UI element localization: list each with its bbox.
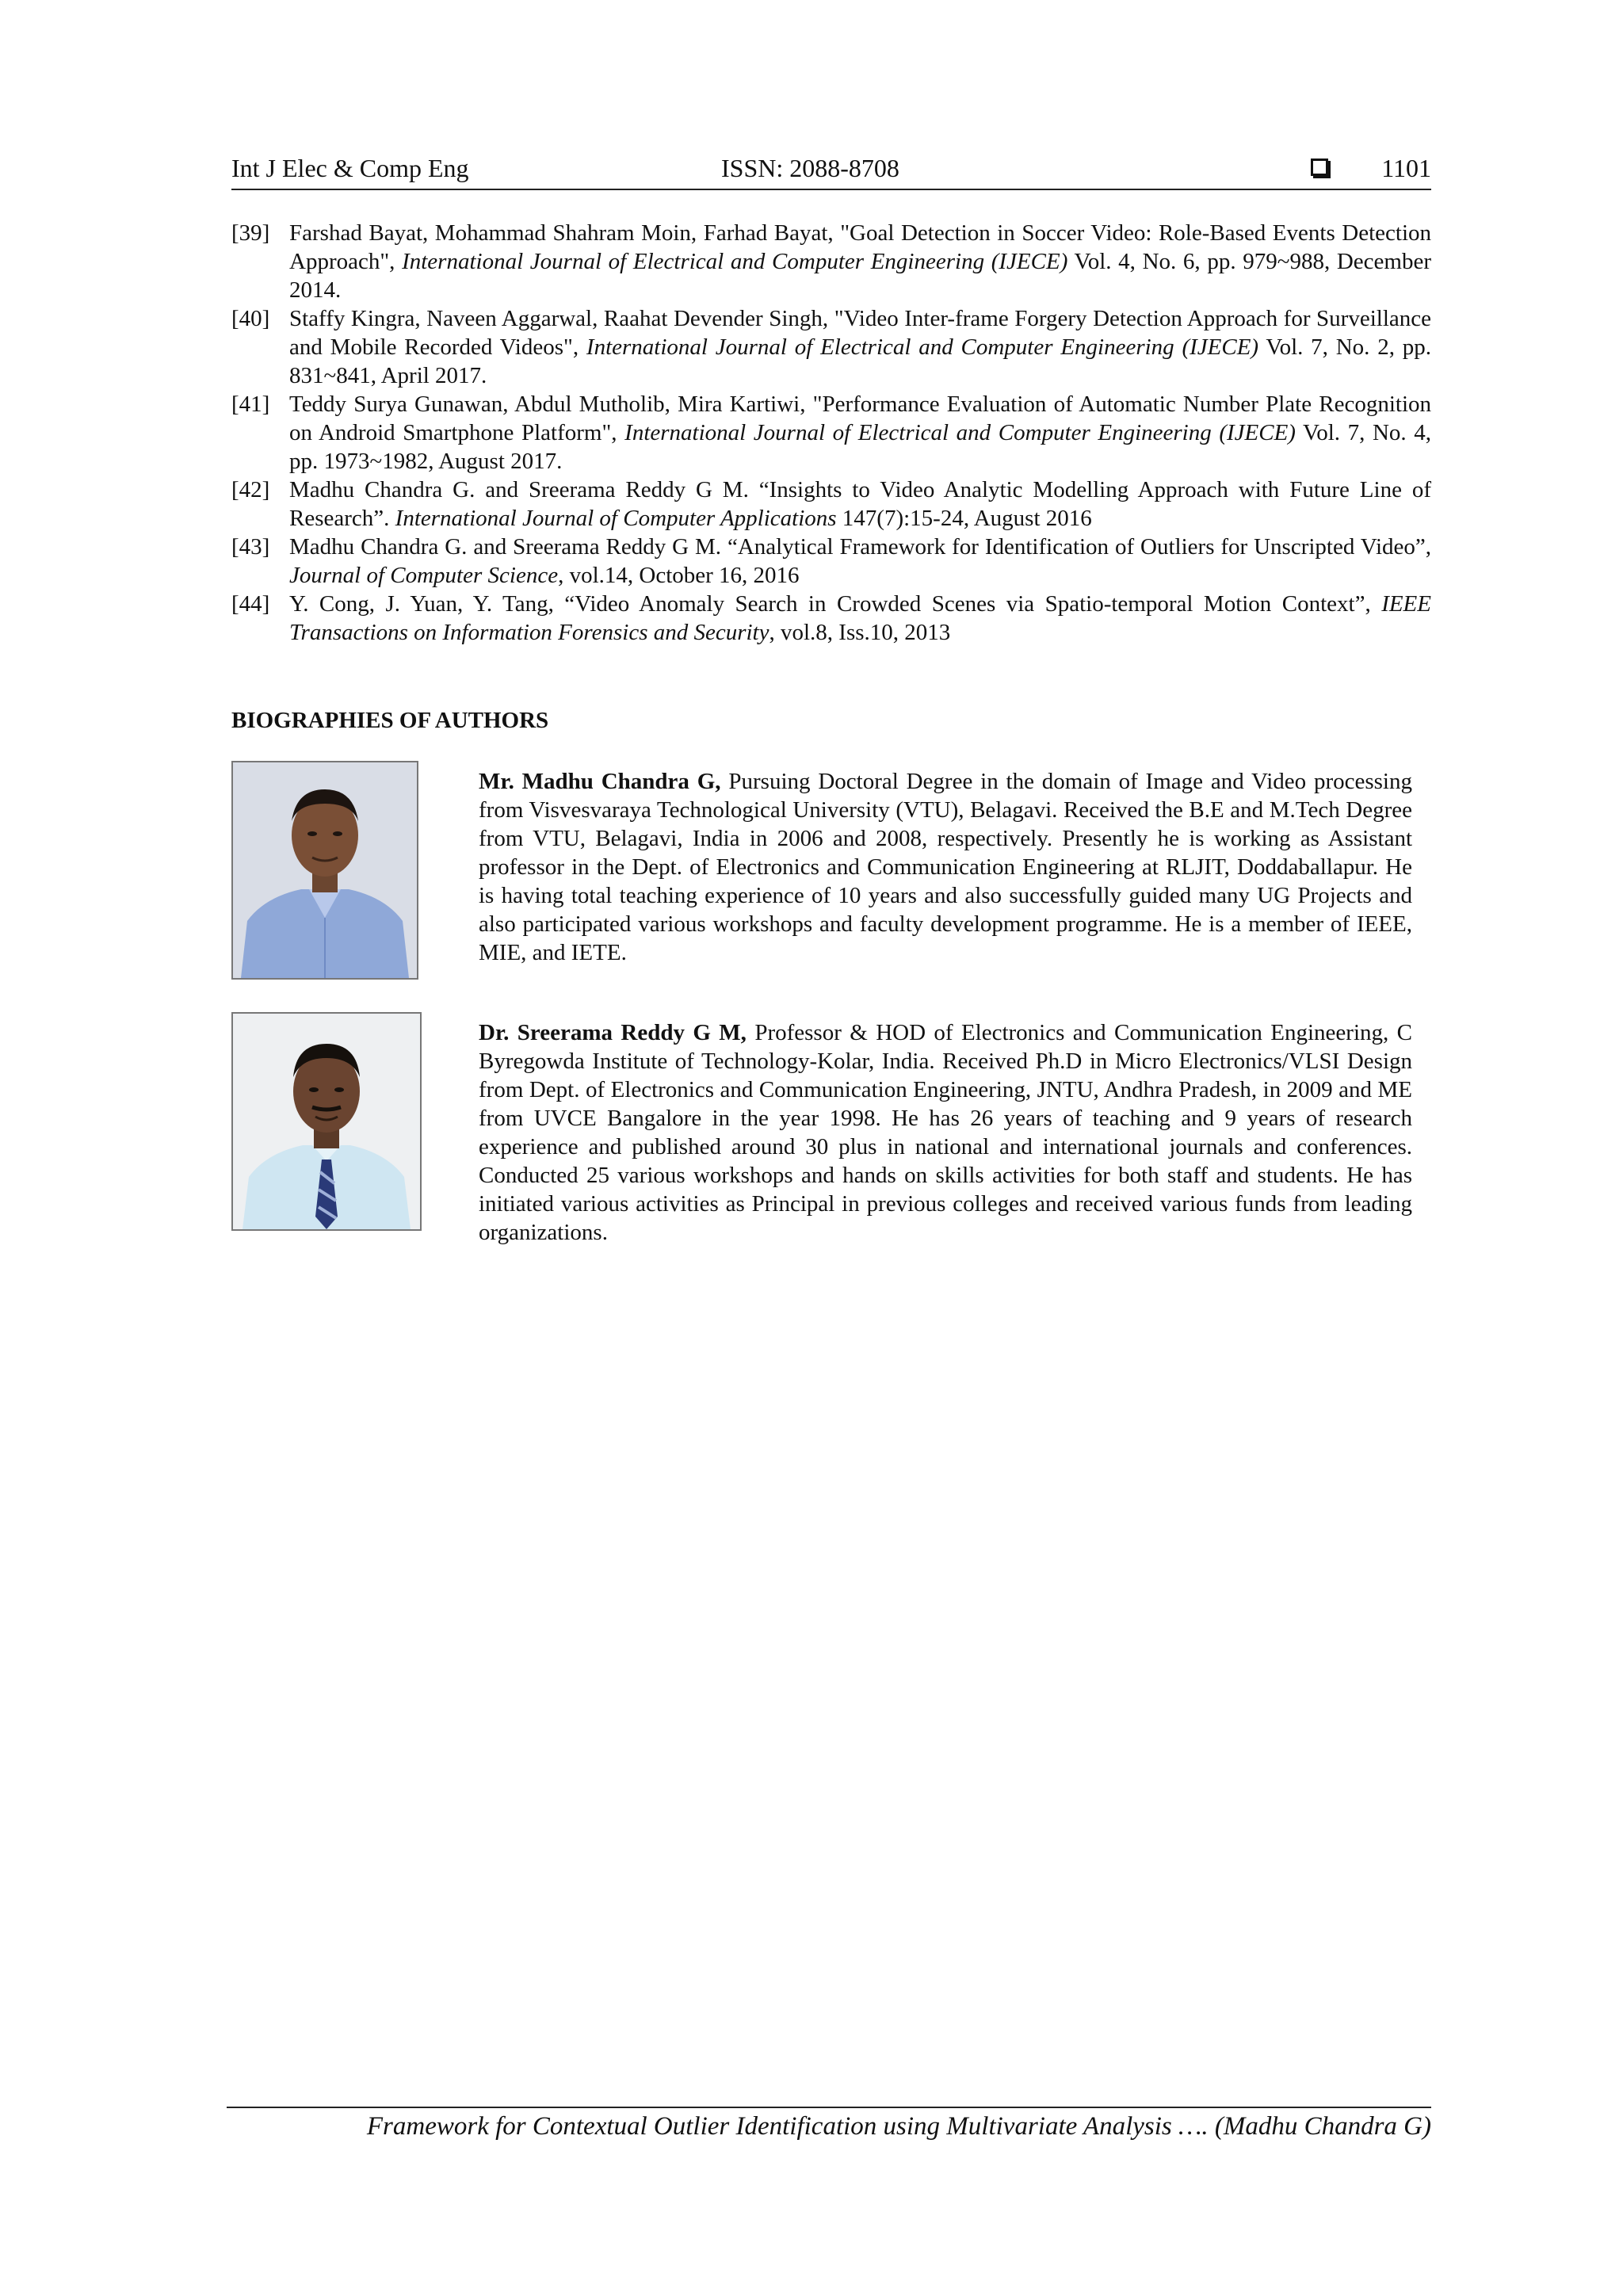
- author-photo: [231, 761, 418, 980]
- reference-item: [231, 533, 1431, 590]
- reference-text: Staffy Kingra, Naveen Aggarwal, Raahat Devender Singh, "Video Inter-frame Forgery Detection Approach for Surveillance and Mobile Recorded Videos",: [289, 306, 1431, 360]
- reference-text: Madhu Chandra G. and Sreerama Reddy G M. “Insights to Video Analytic Modelling Approach with Future Line of Research”.: [289, 477, 1431, 531]
- reference-details: , vol.8, Iss.10, 2013: [769, 620, 951, 645]
- running-footer: Framework for Contextual Outlier Identification using Multivariate Analysis …. (Madhu Chandra G): [366, 2112, 1431, 2141]
- checkbox-square-icon: [1311, 159, 1328, 176]
- reference-details: Vol. 7, No. 4, pp. 1973~1982, August 2017.: [289, 420, 1431, 474]
- reference-venue: International Journal of Electrical and Computer Engineering (IJECE): [402, 249, 1068, 274]
- reference-number: [41]: [231, 392, 270, 417]
- reference-number: [42]: [231, 477, 270, 502]
- page-number: 1101: [1381, 154, 1431, 182]
- reference-details: Vol. 4, No. 6, pp. 979~988, December 2014.: [289, 249, 1431, 303]
- journal-name: Int J Elec & Comp Eng: [231, 154, 469, 182]
- reference-item: [231, 390, 1431, 476]
- author-bio-text: [479, 767, 1412, 967]
- reference-text: Madhu Chandra G. and Sreerama Reddy G M. “Analytical Framework for Identification of Outliers for Unscripted Video”,: [289, 534, 1431, 560]
- author-bio: [231, 1012, 1420, 1245]
- author-photo: [231, 1012, 422, 1231]
- reference-item: [231, 304, 1431, 390]
- reference-item: [231, 476, 1431, 533]
- author-description: Pursuing Doctoral Degree in the domain of Image and Video processing from Visvesvaraya Technological University (VTU), Belagavi. Received the B.E and M.Tech Degree from VTU, Belagavi, India in 2006 and 2008, respectively. Presently he is working as Assistant professor in the Dept. of Electronics and Communication Engineering at RLJIT, Doddaballapur. He is having total teaching experience of 10 years and also successfully guided many UG Projects and also participated various workshops and faculty development programme. He is a member of IEEE, MIE, and IETE.: [479, 769, 1412, 965]
- reference-number: [44]: [231, 591, 270, 617]
- reference-item: [231, 219, 1431, 304]
- reference-details: , vol.14, October 16, 2016: [558, 563, 800, 588]
- reference-number: [43]: [231, 534, 270, 560]
- reference-details: Vol. 7, No. 2, pp. 831~841, April 2017.: [289, 334, 1431, 388]
- author-name: Dr. Sreerama Reddy G M,: [479, 1020, 747, 1045]
- reference-venue: IEEE Transactions on Information Forensics and Security: [289, 591, 1431, 645]
- reference-text: Farshad Bayat, Mohammad Shahram Moin, Farhad Bayat, "Goal Detection in Soccer Video: Role-Based Events Detection Approach",: [289, 220, 1431, 274]
- reference-text: Teddy Surya Gunawan, Abdul Mutholib, Mira Kartiwi, "Performance Evaluation of Automatic Number Plate Recognition on Android Smartphone Platform",: [289, 392, 1431, 445]
- reference-venue: Journal of Computer Science: [289, 563, 559, 588]
- author-bio-text: [479, 1018, 1412, 1247]
- author-name: Mr. Madhu Chandra G,: [479, 769, 721, 794]
- reference-number: [39]: [231, 220, 270, 246]
- reference-venue: International Journal of Computer Applications: [395, 506, 837, 531]
- reference-details: 147(7):15-24, August 2016: [836, 506, 1092, 531]
- section-heading: BIOGRAPHIES OF AUTHORS: [231, 708, 549, 733]
- author-description: Professor & HOD of Electronics and Communication Engineering, C Byregowda Institute of Technology-Kolar, India. Received Ph.D in Micro Electronics/VLSI Design from Dept. of Electronics and Communication Engineering, JNTU, Andhra Pradesh, in 2009 and ME from UVCE Bangalore in the year 1998. He has 26 years of teaching and 9 years of research experience and published around 30 plus in national and international journals and conferences. Conducted 25 various workshops and hands on skills activities for both staff and students. He has initiated various activities as Principal in previous colleges and received various funds from leading organizations.: [479, 1020, 1412, 1245]
- reference-venue: International Journal of Electrical and Computer Engineering (IJECE): [586, 334, 1259, 360]
- reference-list: [231, 219, 1431, 647]
- footer-divider: [227, 2107, 1431, 2108]
- issn: ISSN: 2088-8708: [721, 154, 899, 182]
- author-bio: [231, 761, 1420, 991]
- running-header: [231, 152, 1431, 190]
- reference-item: [231, 590, 1431, 647]
- reference-text: Y. Cong, J. Yuan, Y. Tang, “Video Anomaly Search in Crowded Scenes via Spatio-temporal Motion Context”,: [289, 591, 1382, 617]
- reference-number: [40]: [231, 306, 270, 331]
- reference-venue: International Journal of Electrical and Computer Engineering (IJECE): [624, 420, 1296, 445]
